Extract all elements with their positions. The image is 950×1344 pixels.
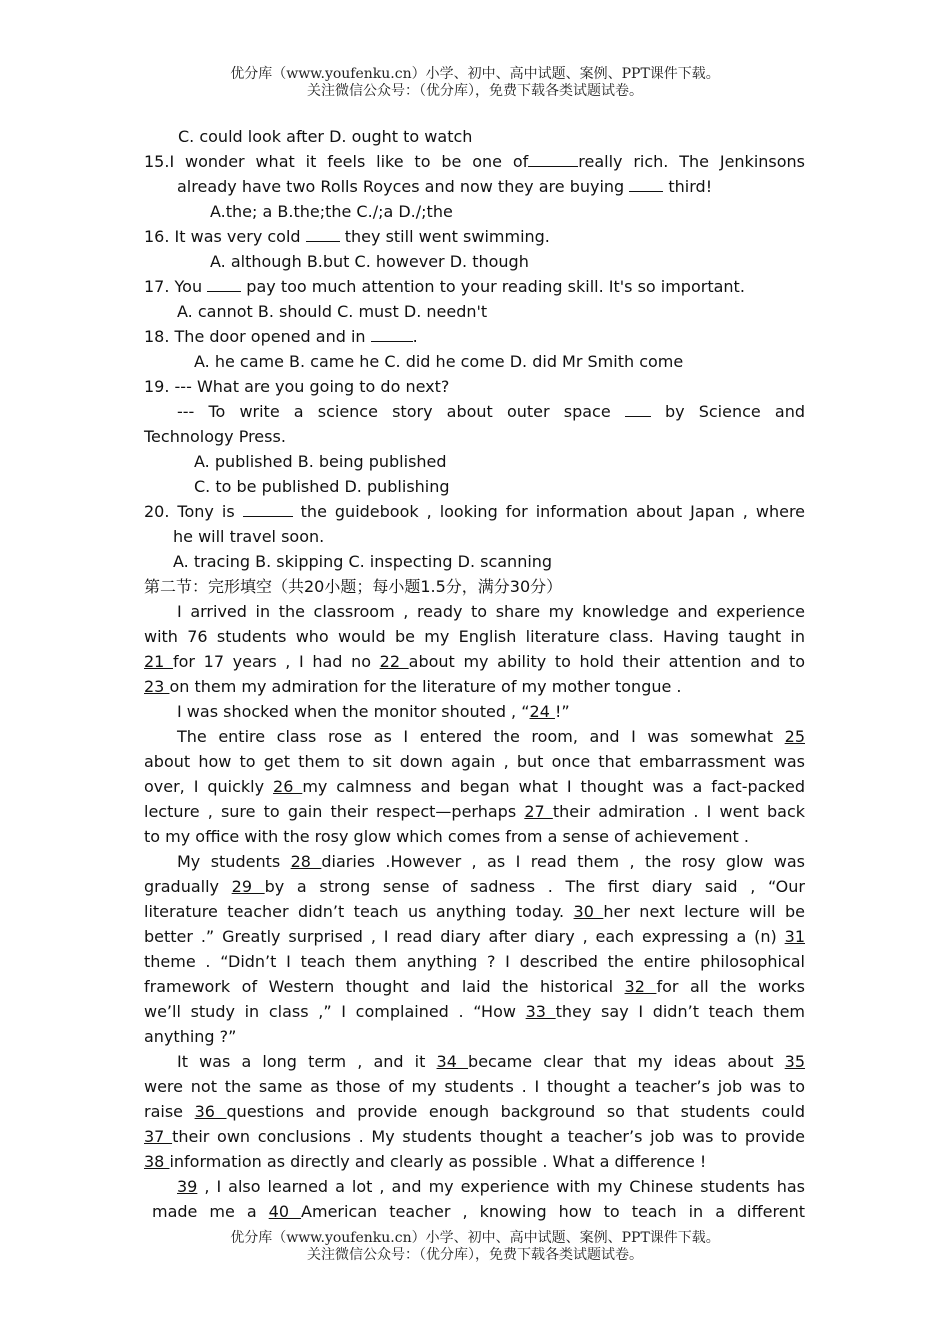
passage-line-18: anything ?”	[144, 1027, 237, 1046]
q14-options: C. could look after D. ought to watch	[178, 127, 473, 146]
q17-blank	[207, 274, 241, 292]
passage-line-11: My students 28 diaries .However , as I read them , the rosy glow was	[177, 852, 805, 871]
passage-line-7: about how to get them to sit down again , but once that embarrassment was	[144, 752, 805, 771]
blank-27: 27	[524, 802, 553, 821]
passage-line-3: 21 for 17 years , I had no 22 about my ability to hold their attention and to	[144, 652, 805, 671]
passage-line-12: gradually 29 by a strong sense of sadness . The first diary said , “Our	[144, 877, 805, 896]
q19-stem-line3: Technology Press.	[144, 427, 286, 446]
passage-line-24: 39 , I also learned a lot , and my experience with my Chinese students has	[177, 1177, 805, 1196]
blank-29: 29	[231, 877, 265, 896]
blank-35: 35	[784, 1052, 806, 1071]
passage-line-20: were not the same as those of my students . I thought a teacher’s job was to	[144, 1077, 805, 1096]
q19-blank	[625, 399, 651, 417]
passage-line-6: The entire class rose as I entered the room, and I was somewhat 25	[177, 727, 805, 746]
blank-36: 36	[194, 1102, 227, 1121]
q19-options-ab: A. published B. being published	[194, 452, 447, 471]
blank-22: 22	[379, 652, 409, 671]
passage-line-9: lecture , sure to gain their respect—perhaps 27 their admiration . I went back	[144, 802, 806, 821]
passage-line-25: made me a 40 American teacher , knowing how to teach in a different	[152, 1202, 805, 1221]
passage-line-2: with 76 students who would be my English literature class. Having taught in	[144, 627, 805, 646]
q20-stem-line2: he will travel soon.	[173, 527, 325, 546]
q18-stem: 18. The door opened and in .	[144, 324, 805, 349]
q16-options: A. although B.but C. however D. though	[210, 252, 529, 271]
q19-stem: 19. --- What are you going to do next?	[144, 377, 450, 396]
blank-28: 28	[290, 852, 322, 871]
passage-line-16: framework of Western thought and laid the historical 32 for all the works	[144, 977, 806, 996]
exam-content	[144, 124, 805, 1224]
q19-stem-line2: --- To write a science story about outer space by Science and	[144, 399, 805, 424]
q15-options: A.the; a B.the;the C./;a D./;the	[210, 202, 453, 221]
page-footer	[0, 1230, 950, 1264]
passage-line-19: It was a long term , and it 34 became clear that my ideas about 35	[177, 1052, 806, 1071]
blank-26: 26	[273, 777, 303, 796]
q20-options: A. tracing B. skipping C. inspecting D. scanning	[173, 552, 553, 571]
header-line-2: 关注微信公众号：（优分库），免费下载各类试题试卷。	[307, 83, 643, 99]
q15-stem-line2: already have two Rolls Royces and now they are buying third!	[144, 174, 805, 199]
blank-39: 39	[177, 1177, 198, 1196]
blank-31: 31	[784, 927, 805, 946]
q20-stem: 20. Tony is the guidebook , looking for information about Japan , where	[144, 499, 805, 524]
q15-blank-1	[528, 149, 578, 167]
footer-line-2: 关注微信公众号：（优分库），免费下载各类试题试卷。	[307, 1247, 643, 1263]
footer-line-1: 优分库（www.youfenku.cn）小学、初中、高中试题、案例、PPT课件下载。	[230, 1230, 720, 1246]
blank-30: 30	[573, 902, 604, 921]
blank-34: 34	[436, 1052, 469, 1071]
passage-line-23: 38 information as directly and clearly as possible . What a difference !	[144, 1152, 707, 1171]
blank-21: 21	[144, 652, 173, 671]
q17-stem: 17. You pay too much attention to your reading skill. It's so important.	[144, 274, 805, 299]
passage-line-5: I was shocked when the monitor shouted , “24 !”	[177, 702, 570, 721]
q16-blank	[306, 224, 340, 242]
q15-stem: 15.I wonder what it feels like to be one of really rich. The Jenkinsons	[144, 149, 805, 174]
blank-40: 40	[268, 1202, 302, 1221]
passage-line-10: to my office with the rosy glow which comes from a sense of achievement .	[144, 827, 749, 846]
q17-options: A. cannot B. should C. must D. needn't	[177, 302, 488, 321]
blank-23: 23	[144, 677, 170, 696]
passage-line-8: over, I quickly 26 my calmness and began what I thought was a fact-packed	[144, 777, 805, 796]
blank-24: 24	[529, 702, 555, 721]
passage-line-17: we’ll study in class ,” I complained . “How 33 they say I didn’t teach them	[144, 1002, 805, 1021]
blank-33: 33	[525, 1002, 556, 1021]
blank-25: 25	[784, 727, 805, 746]
passage-line-21: raise 36 questions and provide enough background so that students could	[144, 1102, 806, 1121]
passage-line-1: I arrived in the classroom , ready to share my knowledge and experience	[177, 602, 805, 621]
blank-32: 32	[624, 977, 657, 996]
q19-options-cd: C. to be published D. publishing	[194, 477, 450, 496]
passage-line-4: 23 on them my admiration for the literature of my mother tongue .	[144, 677, 682, 696]
q18-blank	[371, 324, 413, 342]
blank-38: 38	[144, 1152, 170, 1171]
page-header	[0, 66, 950, 100]
q18-options: A. he came B. came he C. did he come D. did Mr Smith come	[194, 352, 684, 371]
passage-line-15: theme . “Didn’t I teach them anything ? I described the entire philosophical	[144, 952, 805, 971]
q16-stem: 16. It was very cold they still went swimming.	[144, 224, 805, 249]
q15-blank-2	[629, 174, 663, 192]
section2-title: 第二节：完形填空（共20小题；每小题1.5分，满分30分）	[144, 577, 563, 596]
blank-37: 37	[144, 1127, 173, 1146]
header-line-1: 优分库（www.youfenku.cn）小学、初中、高中试题、案例、PPT课件下载。	[230, 66, 720, 82]
q20-blank	[243, 499, 293, 517]
passage-line-14: better .” Greatly surprised , I read diary after diary , each expressing a (n) 31	[144, 927, 805, 946]
passage-line-13: literature teacher didn’t teach us anything today. 30 her next lecture will be	[144, 902, 805, 921]
passage-line-22: 37 their own conclusions . My students thought a teacher’s job was to provide	[144, 1127, 805, 1146]
